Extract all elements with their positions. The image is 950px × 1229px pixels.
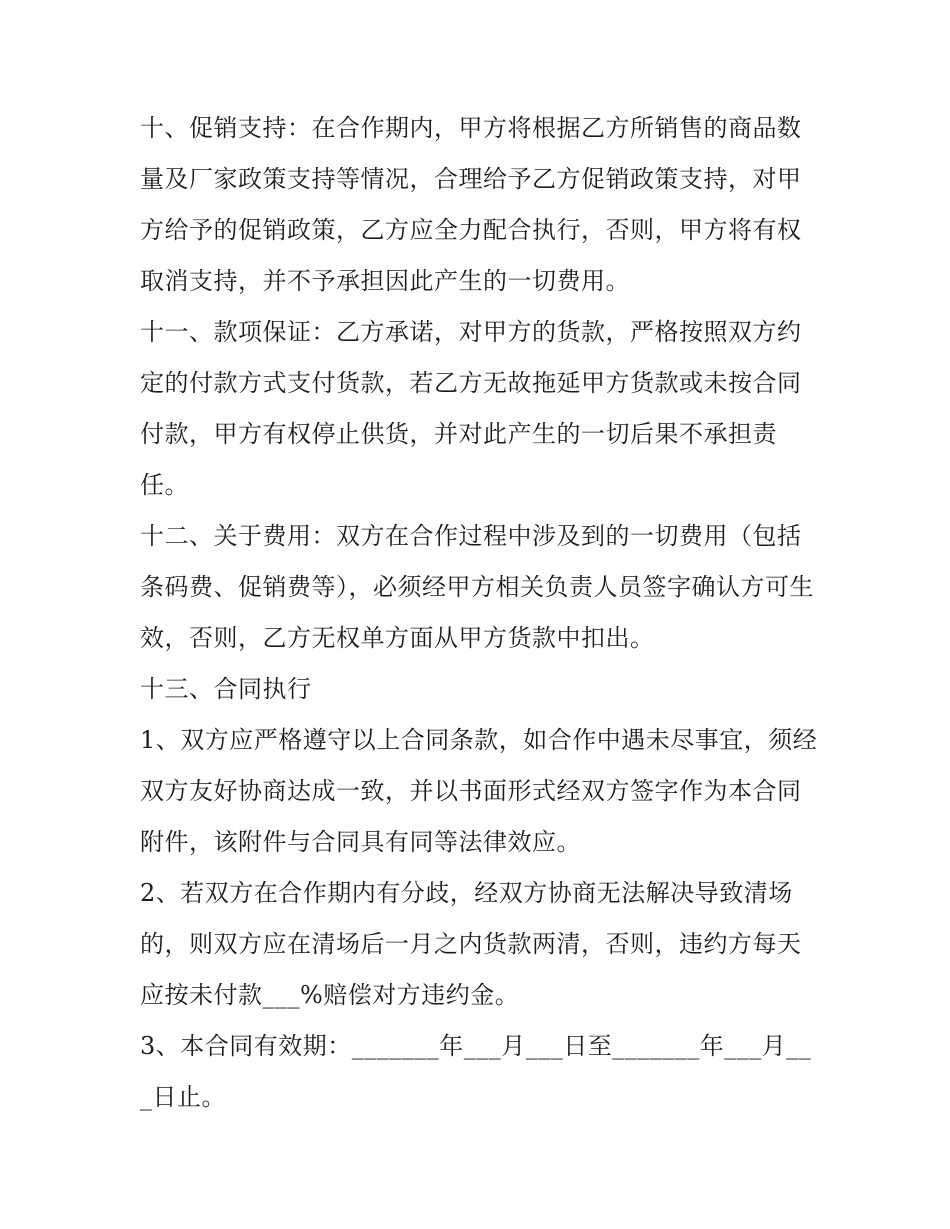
clause-13-item-1: 1、双方应严格遵守以上合同条款，如合作中遇未尽事宜，须经双方友好协商达成一致，并以书面形式经双方签字作为本合同附件，该附件与合同具有同等法律效应。 xyxy=(140,726,818,856)
clause-11-payment-guarantee: 十一、款项保证：乙方承诺，对甲方的货款，严格按照双方约定的付款方式支付货款，若乙方无故拖延甲方货款或未按合同付款，甲方有权停止供货，并对此产生的一切后果不承担责任。 xyxy=(140,318,802,499)
document-body xyxy=(140,103,820,1123)
clause-13-heading: 十三、合同执行 xyxy=(140,675,312,703)
clause-13-item-3: 3、本合同有效期：_______年___月___日至_______年___月___日止。 xyxy=(140,1032,812,1111)
clause-10-promotion-support: 十、促销支持：在合作期内，甲方将根据乙方所销售的商品数量及厂家政策支持等情况，合理给予乙方促销政策支持，对甲方给予的促销政策，乙方应全力配合执行，否则，甲方将有权取消支持，并不予承担因此产生的一切费用。 xyxy=(140,114,802,295)
clause-13-item-2: 2、若双方在合作期内有分歧，经双方协商无法解决导致清场的，则双方应在清场后一月之内货款两清，否则，违约方每天应按未付款___%赔偿对方违约金。 xyxy=(140,879,802,1009)
clause-12-expenses: 十二、关于费用：双方在合作过程中涉及到的一切费用（包括条码费、促销费等），必须经甲方相关负责人员签字确认方可生效，否则，乙方无权单方面从甲方货款中扣出。 xyxy=(140,522,814,652)
